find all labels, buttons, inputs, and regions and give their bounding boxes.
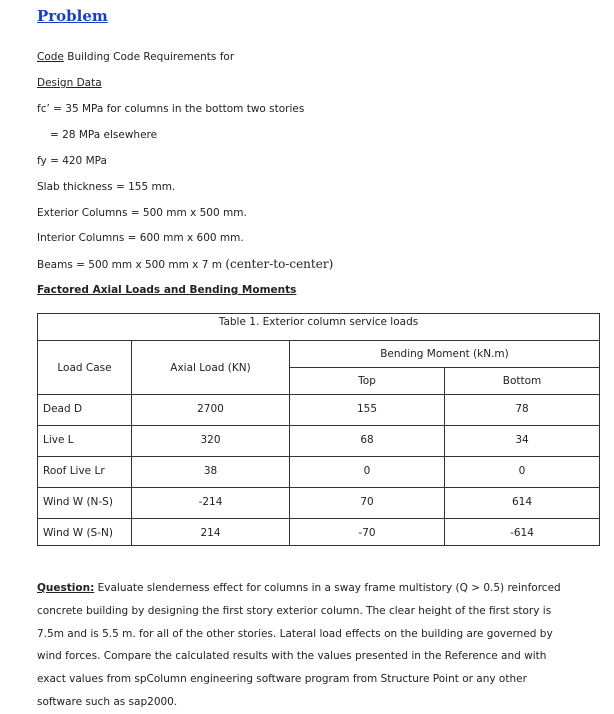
page-title: Problem (37, 7, 108, 25)
table-row (38, 488, 600, 519)
row-top: 0 (290, 457, 445, 488)
row-axial: -214 (132, 488, 290, 519)
row-top: -70 (290, 519, 445, 546)
question-label: Question: (37, 582, 95, 594)
header-load-case: Load Case (38, 341, 132, 395)
row-bottom: 34 (445, 426, 600, 457)
fc-elsewhere-line: = 28 MPa elsewhere (50, 129, 158, 141)
table-row (38, 457, 600, 488)
code-label: Code (37, 51, 64, 63)
row-load-case: Live L (38, 426, 132, 457)
row-load-case: Roof Live Lr (38, 457, 132, 488)
fc-line: fc’ = 35 MPa for columns in the bottom two stories (37, 103, 305, 115)
row-bottom: 0 (445, 457, 600, 488)
question-text: Evaluate slenderness effect for columns in a sway frame multistory (Q > 0.5) reinforced concrete building by designing the first story exterior column. The clear height of the first story is 7.5m and is 5.5 m. for all of the other stories. Lateral load effects on the building are governed by wind forces. Compare the calculated results with the values presented in the Reference and with exact values from spColumn engineering software program from Structure Point or any other software such as sap2000. (37, 582, 561, 708)
row-top: 68 (290, 426, 445, 457)
slab-thickness-line: Slab thickness = 155 mm. (37, 181, 176, 193)
row-top: 70 (290, 488, 445, 519)
factored-loads-heading: Factored Axial Loads and Bending Moments (37, 284, 297, 296)
beams-line (37, 257, 333, 271)
design-data-heading: Design Data (37, 77, 102, 89)
service-loads-table (37, 313, 600, 546)
row-load-case: Wind W (S-N) (38, 519, 132, 546)
header-top: Top (290, 368, 445, 395)
table-row (38, 395, 600, 426)
question-paragraph (37, 577, 562, 714)
fy-line: fy = 420 MPa (37, 155, 107, 167)
table-caption: Table 1. Exterior column service loads (38, 314, 600, 341)
beams-note: (center-to-center) (225, 257, 334, 271)
interior-columns-line: Interior Columns = 600 mm x 600 mm. (37, 232, 244, 244)
row-axial: 214 (132, 519, 290, 546)
code-text: Building Code Requirements for (67, 51, 235, 63)
row-axial: 320 (132, 426, 290, 457)
row-axial: 2700 (132, 395, 290, 426)
row-load-case: Dead D (38, 395, 132, 426)
row-axial: 38 (132, 457, 290, 488)
header-bottom: Bottom (445, 368, 600, 395)
beams-text: Beams = 500 mm x 500 mm x 7 m (37, 259, 226, 271)
row-top: 155 (290, 395, 445, 426)
row-bottom: -614 (445, 519, 600, 546)
row-load-case: Wind W (N-S) (38, 488, 132, 519)
code-line (37, 51, 234, 63)
row-bottom: 614 (445, 488, 600, 519)
row-bottom: 78 (445, 395, 600, 426)
table-row (38, 519, 600, 546)
exterior-columns-line: Exterior Columns = 500 mm x 500 mm. (37, 207, 247, 219)
header-axial-load: Axial Load (KN) (132, 341, 290, 395)
header-bending-moment: Bending Moment (kN.m) (290, 341, 600, 368)
table-row (38, 426, 600, 457)
